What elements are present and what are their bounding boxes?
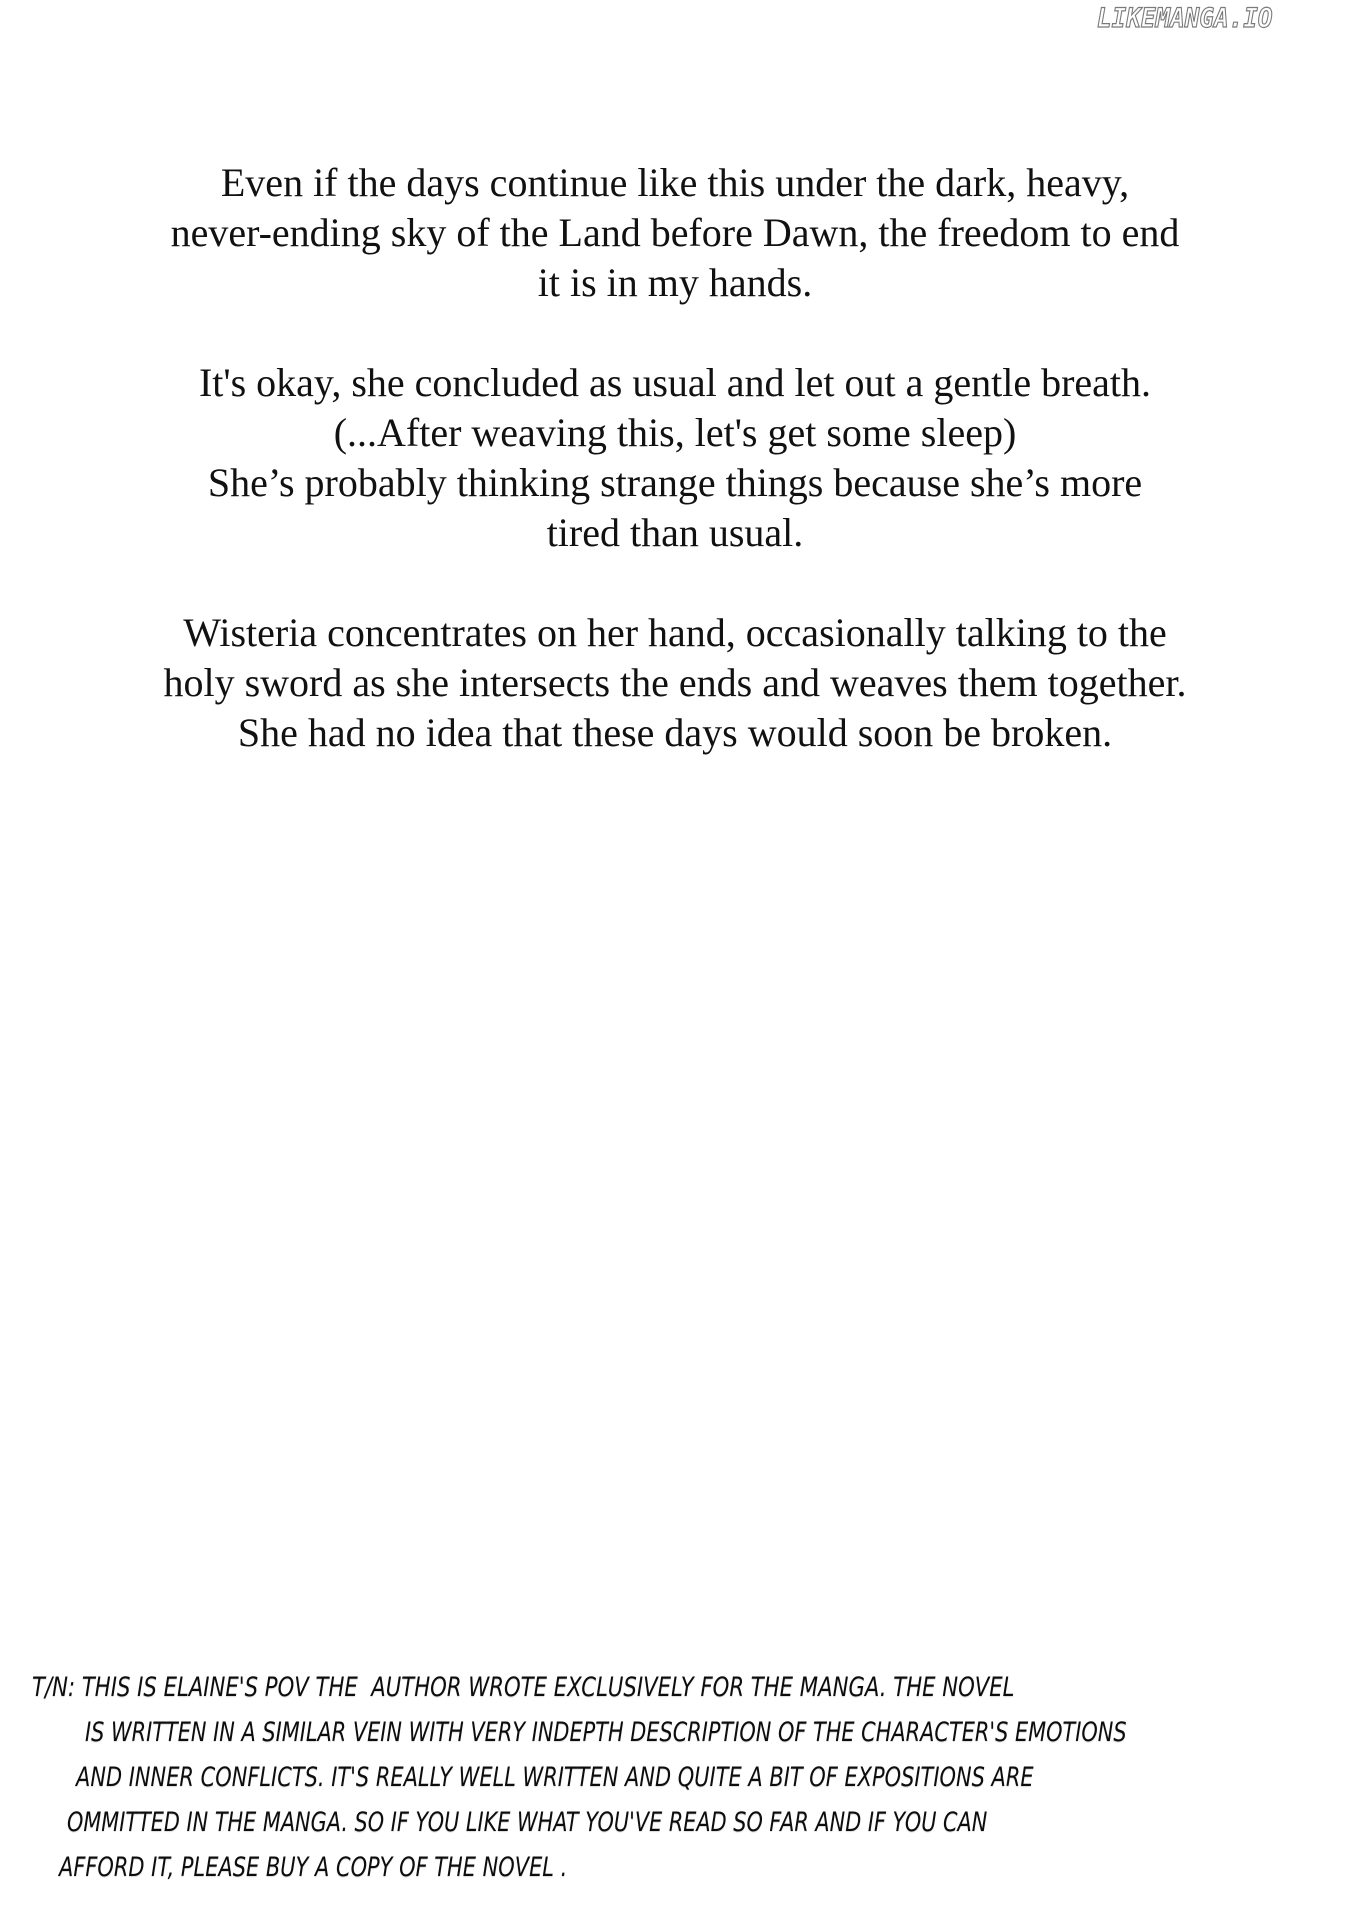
story-line: tired than usual. <box>546 510 804 555</box>
translator-note-line: T/N: THIS IS ELAINE'S POV THE AUTHOR WROTE EXCLUSIVELY FOR THE MANGA. THE NOVEL <box>32 1672 1015 1703</box>
story-line: it is in my hands. <box>537 260 813 305</box>
translator-note-line: OMMITTED IN THE MANGA. SO IF YOU LIKE WHAT YOU'VE READ SO FAR AND IF YOU CAN <box>67 1807 988 1838</box>
story-line: She had no idea that these days would soon be broken. <box>237 710 1113 755</box>
story-line: never-ending sky of the Land before Dawn, the freedom to end <box>170 210 1180 255</box>
story-paragraph-2 <box>0 358 1350 558</box>
story-line: Even if the days continue like this under the dark, heavy, <box>220 160 1130 205</box>
story-line: She’s probably thinking strange things because she’s more <box>207 460 1143 505</box>
translator-note-line: AFFORD IT, PLEASE BUY A COPY OF THE NOVEL . <box>59 1852 568 1883</box>
story-paragraph-3 <box>0 608 1350 758</box>
story-paragraph-1 <box>0 158 1350 308</box>
translator-note-line: IS WRITTEN IN A SIMILAR VEIN WITH VERY INDEPTH DESCRIPTION OF THE CHARACTER'S EMOTIONS <box>85 1717 1127 1748</box>
paragraph-spacer <box>0 558 1350 608</box>
story-line: Wisteria concentrates on her hand, occasionally talking to the <box>183 610 1167 655</box>
story-line: holy sword as she intersects the ends and weaves them together. <box>163 660 1187 705</box>
site-watermark: LIKEMANGA.IO <box>1097 3 1273 34</box>
story-text <box>0 158 1350 758</box>
story-line: (...After weaving this, let's get some sleep) <box>333 410 1017 455</box>
translator-note-line: AND INNER CONFLICTS. IT'S REALLY WELL WRITTEN AND QUITE A BIT OF EXPOSITIONS ARE <box>76 1762 1034 1793</box>
paragraph-spacer <box>0 308 1350 358</box>
story-line: It's okay, she concluded as usual and let out a gentle breath. <box>198 360 1152 405</box>
